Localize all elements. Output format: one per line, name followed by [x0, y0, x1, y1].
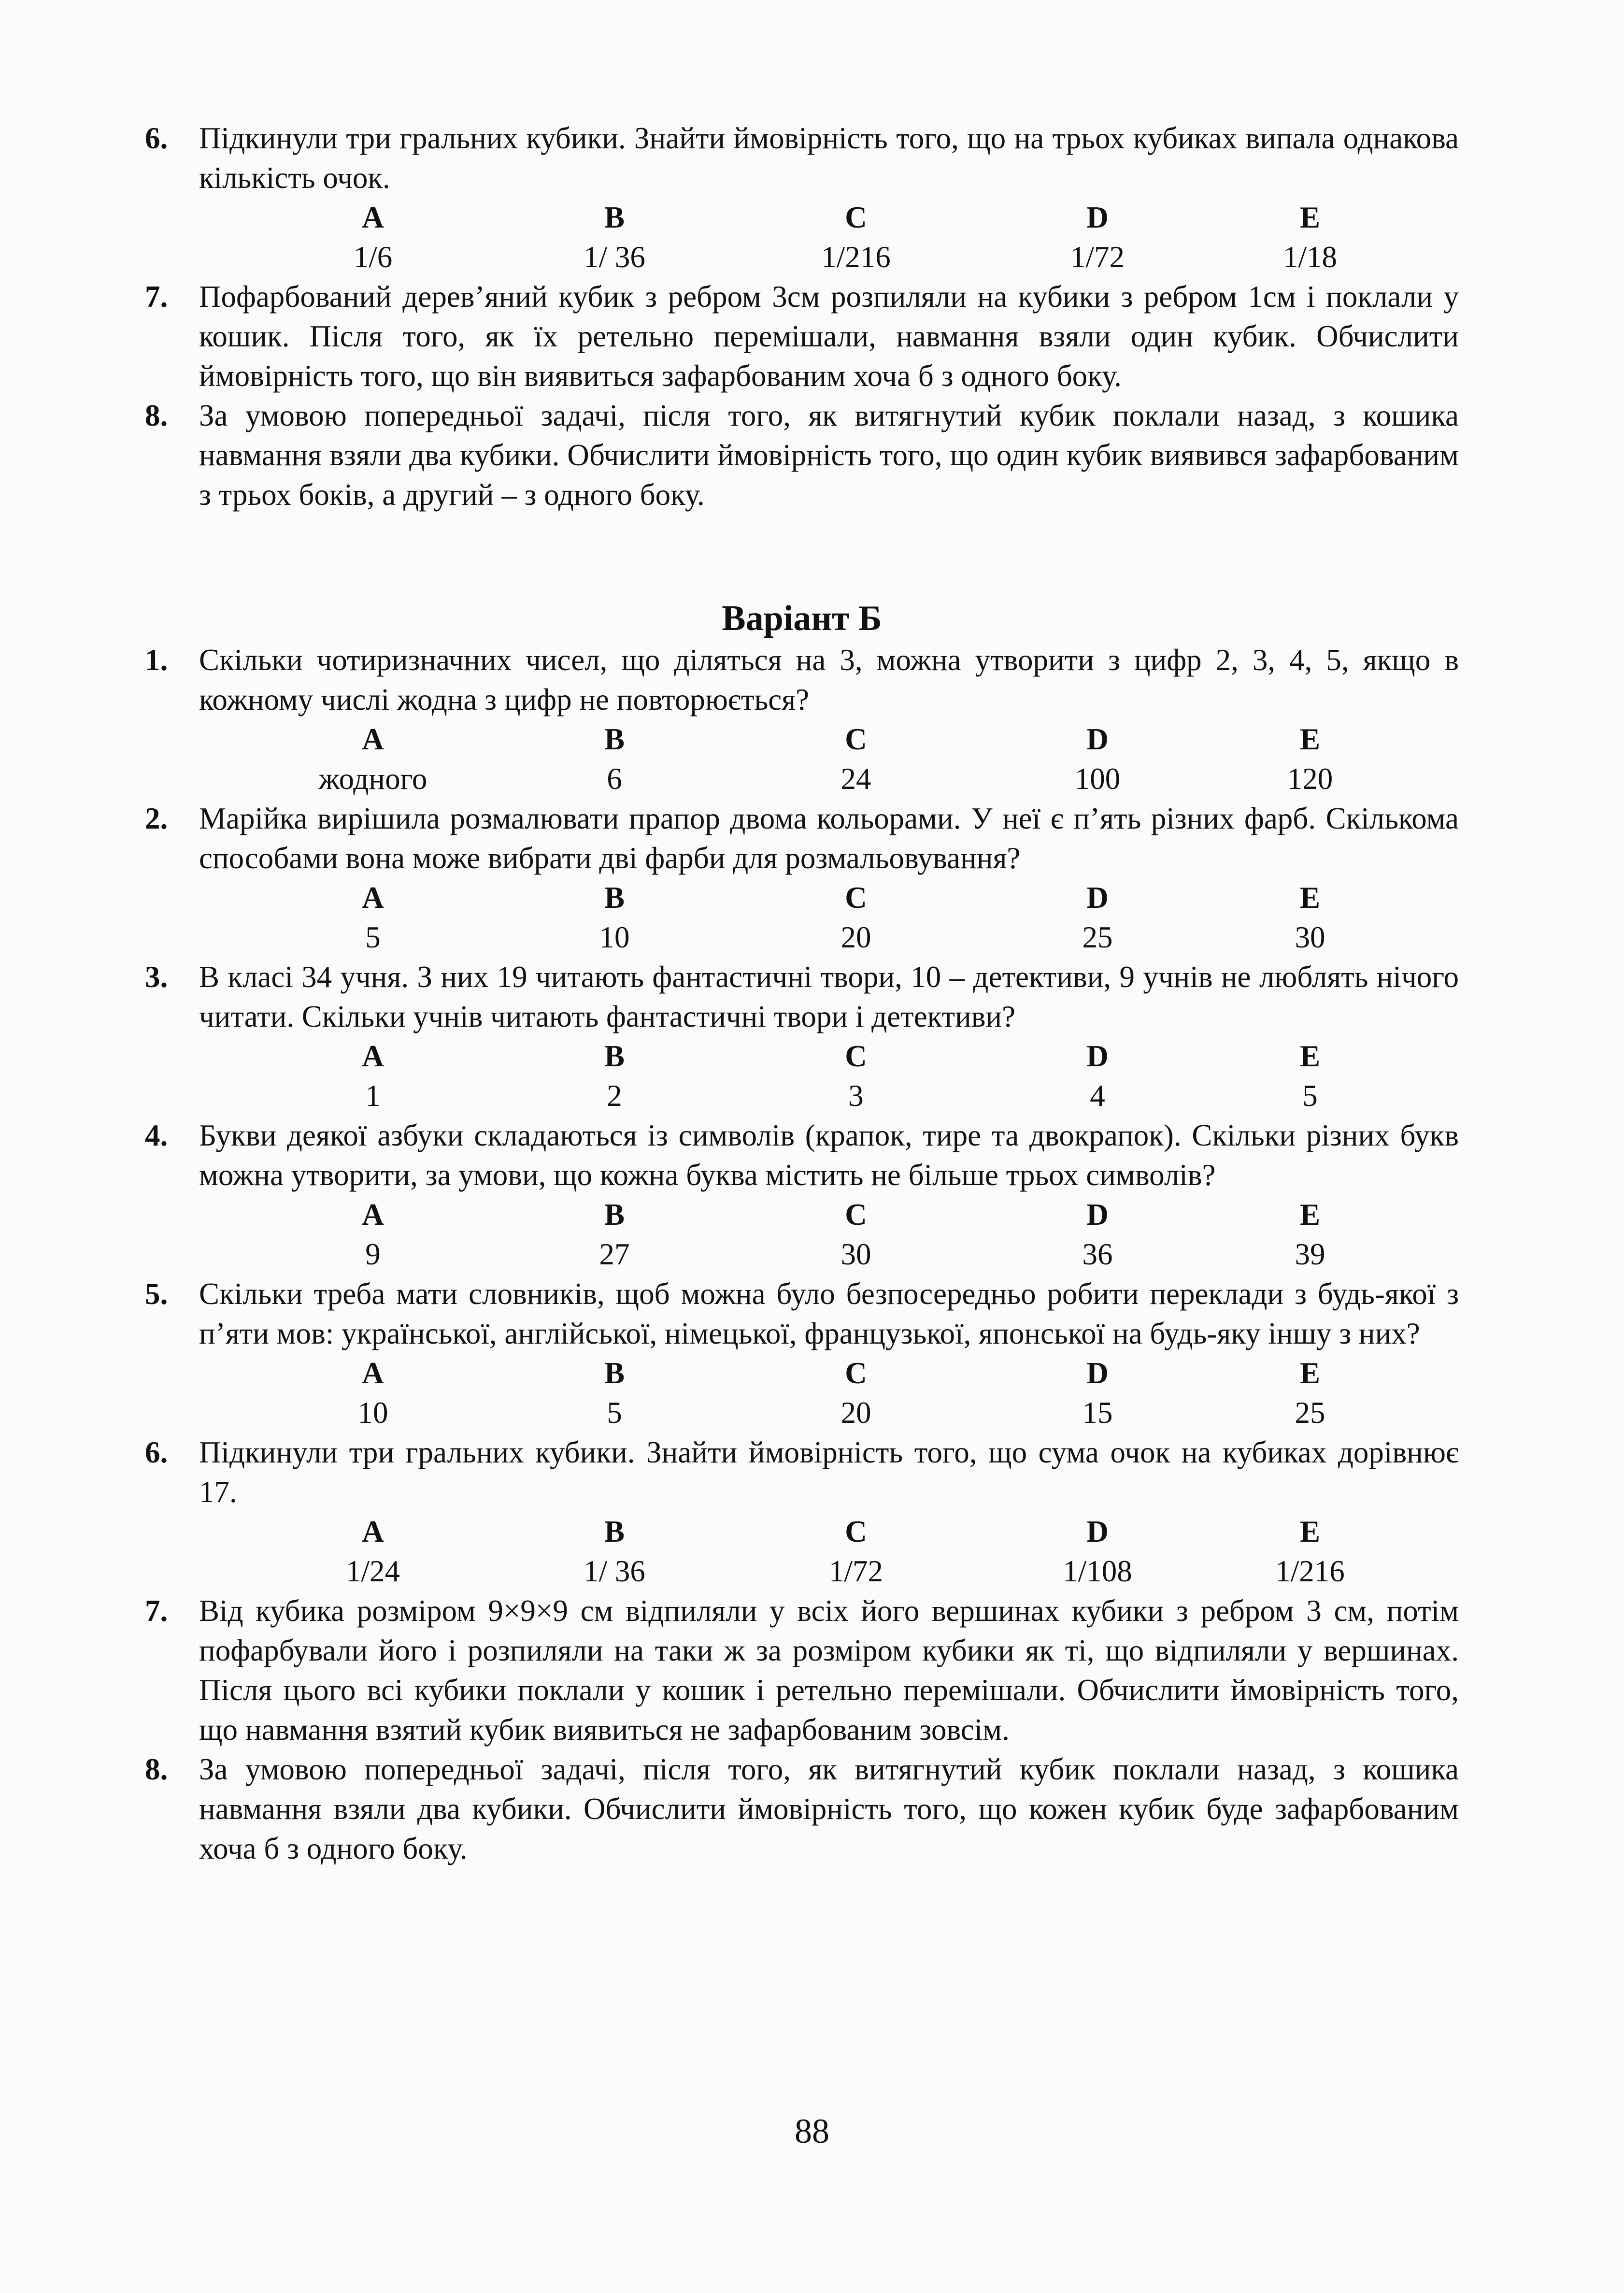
option-value: 1/ 36 — [584, 240, 645, 274]
option-value: 5 — [607, 1396, 622, 1430]
problem-number: 8. — [145, 1752, 168, 1786]
option-label: A — [362, 1356, 384, 1390]
option-label: B — [604, 881, 625, 915]
problem-number: 8. — [145, 399, 168, 432]
option-label: A — [362, 201, 384, 234]
problem-text: За умовою попередньої задачі, після того, як витягнутий кубик поклали назад, з кошика навмання взяли два кубики. Обчислити ймовірність того, що один кубик виявився зафарбованим з трьох боків, а другий – з одного боку. — [199, 399, 1459, 512]
option-value: 10 — [357, 1396, 388, 1430]
option-value: 1/108 — [1063, 1554, 1132, 1588]
option-value: 1/18 — [1282, 240, 1337, 274]
option-value: 1/ 36 — [584, 1554, 645, 1588]
option-value: 1 — [365, 1079, 381, 1113]
option-label: A — [362, 1039, 384, 1073]
option-value: 2 — [607, 1079, 622, 1113]
answer-options-b-4 — [199, 1195, 1459, 1274]
problem-number: 2. — [145, 802, 168, 835]
option-label: E — [1299, 1356, 1321, 1390]
problem-b-3 — [145, 957, 1459, 1036]
option-value: 4 — [1090, 1079, 1105, 1113]
option-value: 27 — [599, 1237, 630, 1271]
answer-options-b-1 — [199, 719, 1459, 799]
option-label: E — [1299, 1039, 1321, 1073]
problem-b-6 — [145, 1433, 1459, 1512]
option-label: E — [1299, 1515, 1321, 1548]
option-label: E — [1299, 722, 1321, 756]
option-label: E — [1299, 881, 1321, 915]
option-value: 25 — [1295, 1396, 1325, 1430]
option-label: A — [362, 1198, 384, 1232]
option-label: D — [1086, 1198, 1109, 1232]
option-label: B — [604, 1356, 625, 1390]
option-label: A — [362, 1515, 384, 1548]
answer-options-b-6 — [199, 1512, 1459, 1591]
answer-options-b-3 — [199, 1036, 1459, 1116]
problem-b-8 — [145, 1749, 1459, 1868]
page-content — [145, 118, 1459, 1868]
option-label: B — [604, 201, 625, 234]
option-value: 25 — [1082, 920, 1113, 954]
problem-number: 4. — [145, 1118, 168, 1152]
problem-text: Підкинули три гральних кубики. Знайти ймовірність того, що сума очок на кубиках дорівнює 17. — [199, 1435, 1459, 1509]
option-label: D — [1086, 1039, 1109, 1073]
option-label: C — [845, 1515, 867, 1548]
option-label: D — [1086, 1356, 1109, 1390]
problem-number: 6. — [145, 1435, 168, 1469]
problem-number: 1. — [145, 643, 168, 677]
option-label: D — [1086, 881, 1109, 915]
option-label: C — [845, 1198, 867, 1232]
problem-text: В класі 34 учня. З них 19 читають фантастичні твори, 10 – детективи, 9 учнів не люблять нічого читати. Скільки учнів читають фантастичні твори і детективи? — [199, 960, 1459, 1033]
option-label: D — [1086, 201, 1109, 234]
option-value: 30 — [840, 1237, 871, 1271]
option-value: 1/216 — [1275, 1554, 1345, 1588]
option-value: 1/72 — [828, 1554, 883, 1588]
option-value: 6 — [607, 762, 622, 796]
option-label: B — [604, 1039, 625, 1073]
problem-b-7 — [145, 1591, 1459, 1749]
problem-text: Букви деякої азбуки складаються із символів (крапок, тире та двокрапок). Скільки різних букв можна утворити, за умови, що кожна буква містить не більше трьох символів? — [199, 1118, 1459, 1192]
answer-options-b-5 — [199, 1353, 1459, 1433]
problem-b-2 — [145, 799, 1459, 878]
option-label: D — [1086, 722, 1109, 756]
problem-text: Пофарбований дерев’яний кубик з ребром 3см розпиляли на кубики з ребром 1см і поклали у кошик. Після того, як їх ретельно перемішали, навмання взяли один кубик. Обчислити ймовірність того, що він виявиться зафарбованим хоча б з одного боку. — [199, 280, 1459, 393]
option-value: 1/6 — [353, 240, 393, 274]
problem-number: 5. — [145, 1277, 168, 1311]
option-label: E — [1299, 201, 1321, 234]
option-value: 15 — [1082, 1396, 1113, 1430]
answer-options-a-6 — [199, 198, 1459, 277]
option-label: B — [604, 722, 625, 756]
answer-options-b-2 — [199, 878, 1459, 957]
option-value: 120 — [1287, 762, 1333, 796]
option-value: 3 — [848, 1079, 864, 1113]
section-heading: Варіант Б — [722, 599, 882, 638]
problem-text: За умовою попередньої задачі, після того, як витягнутий кубик поклали назад, з кошика навмання взяли два кубики. Обчислити ймовірність того, що кожен кубик буде зафарбованим хоча б з одного боку. — [199, 1752, 1459, 1865]
problem-text: Від кубика розміром 9×9×9 см відпиляли у всіх його вершинах кубики з ребром 3 см, потім пофарбували його і розпиляли на таки ж за розміром кубики як ті, що відпиляли у вершинах. Після цього всі кубики поклали у кошик і ретельно перемішали. Обчислити ймовірність того, що навмання взятий кубик виявиться не зафарбованим зовсім. — [199, 1594, 1459, 1747]
option-value: 1/216 — [821, 240, 891, 274]
option-label: A — [362, 722, 384, 756]
option-label: B — [604, 1198, 625, 1232]
option-label: C — [845, 201, 867, 234]
problem-text: Скільки треба мати словників, щоб можна було безпосередньо робити переклади з будь-якої з п’яти мов: української, англійської, німецької, французької, японської на будь-яку іншу з них? — [199, 1277, 1459, 1350]
option-value: 5 — [365, 920, 381, 954]
option-label: C — [845, 881, 867, 915]
option-label: B — [604, 1515, 625, 1548]
option-label: A — [362, 881, 384, 915]
option-value: 1/24 — [345, 1554, 400, 1588]
option-value: 10 — [599, 920, 630, 954]
problem-b-1 — [145, 640, 1459, 719]
option-label: C — [845, 722, 867, 756]
option-label: C — [845, 1039, 867, 1073]
option-value: 20 — [840, 1396, 871, 1430]
problem-number: 3. — [145, 960, 168, 994]
problem-number: 7. — [145, 280, 168, 314]
problem-a-7 — [145, 277, 1459, 396]
option-label: C — [845, 1356, 867, 1390]
problem-text: Марійка вирішила розмалювати прапор двома кольорами. У неї є п’ять різних фарб. Скількома способами вона може вибрати дві фарби для розмальовування? — [199, 802, 1459, 875]
option-value: 30 — [1295, 920, 1325, 954]
option-value: 20 — [840, 920, 871, 954]
option-value: 39 — [1295, 1237, 1325, 1271]
problem-b-4 — [145, 1116, 1459, 1195]
problem-b-5 — [145, 1274, 1459, 1353]
page-number: 88 — [795, 2112, 829, 2150]
option-value: 100 — [1074, 762, 1121, 796]
option-value: 9 — [365, 1237, 381, 1271]
problem-text: Підкинули три гральних кубики. Знайти ймовірність того, що на трьох кубиках випала однакова кількість очок. — [199, 121, 1459, 195]
problem-a-6 — [145, 118, 1459, 198]
option-value: 5 — [1302, 1079, 1318, 1113]
problem-a-8 — [145, 396, 1459, 515]
option-label: D — [1086, 1515, 1109, 1548]
option-value: жодного — [318, 762, 427, 796]
option-label: E — [1299, 1198, 1321, 1232]
problem-number: 6. — [145, 121, 168, 155]
problem-text: Скільки чотиризначних чисел, що діляться на 3, можна утворити з цифр 2, 3, 4, 5, якщо в кожному числі жодна з цифр не повторюється? — [199, 643, 1459, 717]
problem-number: 7. — [145, 1594, 168, 1628]
option-value: 1/72 — [1070, 240, 1125, 274]
option-value: 36 — [1082, 1237, 1113, 1271]
option-value: 24 — [840, 762, 871, 796]
